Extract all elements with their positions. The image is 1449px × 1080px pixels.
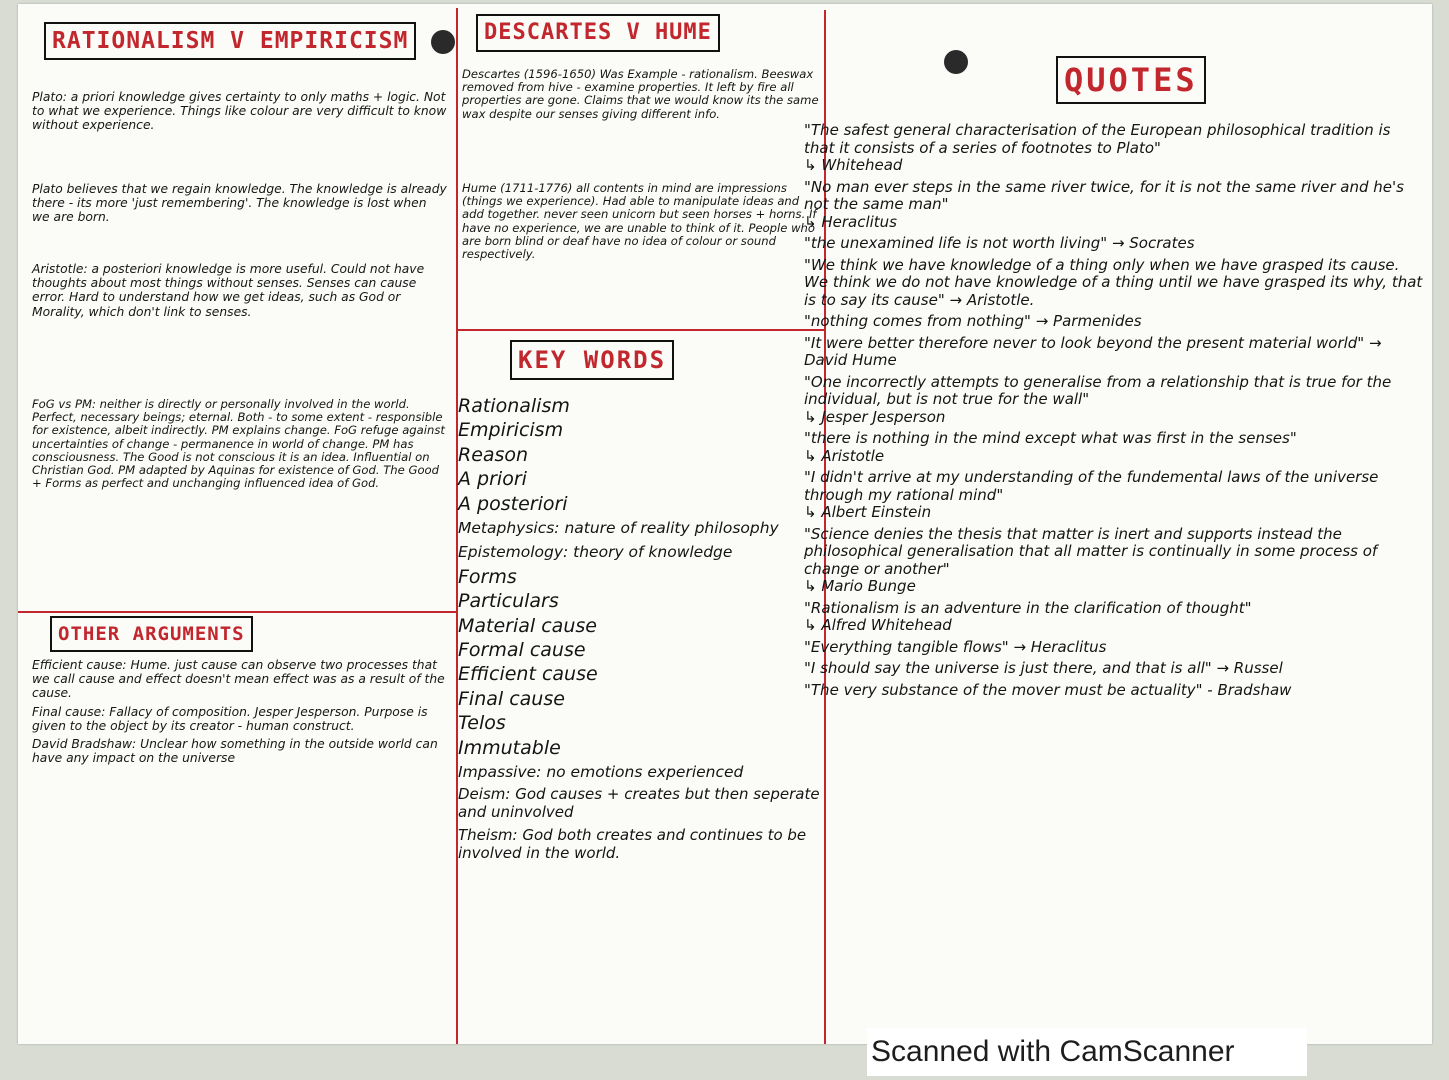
section-divider (18, 611, 458, 613)
plato-note-1: Plato: a priori knowledge gives certainty to only maths + logic. Not to what we experience. Things like colour are very difficult to know without experience. (32, 90, 447, 133)
key-word: A posteriori (458, 492, 568, 515)
bradshaw-note: David Bradshaw: Unclear how something in the outside world can have any impact on the universe (32, 737, 438, 766)
aristotle-note: Aristotle: a posteriori knowledge is more useful. Could not have thoughts about most things without senses. Senses can cause error. Hard to understand how we get ideas, such as God or Morality, which don't link to senses. (32, 262, 425, 319)
key-word: Formal cause (458, 639, 586, 662)
efficient-cause-note: Efficient cause: Hume. just cause can observe two processes that we call cause and effect doesn't mean effect was as a result of the cause. (32, 658, 445, 701)
key-word: Rationalism (458, 395, 570, 417)
other-arguments-notes (32, 658, 452, 765)
descartes-note: Descartes (1596-1650) Was Example - rationalism. Beeswax removed from hive - examine properties. It left by fire all properties are gone. Claims that we would know its the same wax despite our senses giving different info. (462, 67, 819, 121)
notes-sheet (18, 4, 1432, 1044)
key-word: Reason (458, 443, 529, 466)
section-divider (458, 329, 824, 331)
punch-hole (431, 30, 455, 54)
quote-item: "One incorrectly attempts to generalise from a relationship that is true for the individual, but is not true for the wall" ↳ Jesper Jesperson (804, 372, 1392, 426)
key-word: Forms (458, 565, 517, 588)
key-word: Metaphysics: nature of reality philosophy (458, 519, 779, 538)
key-word: Deism: God causes + creates but then seperate and uninvolved (458, 784, 820, 821)
fog-pm-note: FoG vs PM: neither is directly or personally involved in the world. Perfect, necessary beings; eternal. Both - to some extent - responsible for existence, albeit indirectly. PM explains change. FoG refuge against uncertainties of change - permanence in world of change. PM has consciousness. The Good is not conscious it is an idea. Influential on Christian God. PM adapted by Aquinas for existence of God. The Good + Forms as perfect and unchanging influenced idea of God. (32, 397, 445, 491)
key-word: Impassive: no emotions experienced (458, 763, 744, 782)
key-word: Efficient cause (458, 663, 598, 686)
quote-item: "nothing comes from nothing" → Parmenides (804, 312, 1142, 330)
quote-item: "The very substance of the mover must be actuality" - Bradshaw (804, 680, 1292, 699)
plato-note-2: Plato believes that we regain knowledge. The knowledge is already there - its more 'just remembering'. The knowledge is lost when we are born. (32, 182, 447, 225)
quotes-heading: QUOTES (1056, 56, 1206, 104)
quote-item: "the unexamined life is not worth living" → Socrates (804, 234, 1195, 252)
quote-item: "No man ever steps in the same river twice, for it is not the same river and he's not the same man" ↳ Heraclitus (804, 177, 1404, 231)
key-word: Empiricism (458, 419, 564, 442)
key-word: Particulars (458, 590, 559, 613)
quotes-list (804, 122, 1424, 703)
scanner-watermark: Scanned with CamScanner (867, 1028, 1307, 1076)
other-arguments-heading: OTHER ARGUMENTS (50, 616, 253, 652)
rationalism-heading: RATIONALISM V EMPIRICISM (44, 22, 416, 60)
punch-hole (944, 50, 968, 74)
quote-item: "I didn't arrive at my understanding of the fundemental laws of the universe through my rational mind" ↳ Albert Einstein (804, 468, 1379, 521)
key-word: Final cause (458, 687, 565, 710)
quote-item: "I should say the universe is just there, and that is all" → Russel (804, 659, 1283, 677)
key-word: Epistemology: theory of knowledge (458, 543, 733, 562)
quote-item: "We think we have knowledge of a thing only when we have grasped its cause. We think we do not have knowledge of a thing until we have grasped its why, that is to say its cause" → Aristotle. (804, 255, 1423, 309)
key-word: Immutable (458, 736, 561, 759)
descartes-hume-heading: DESCARTES V HUME (476, 14, 720, 52)
quote-item: "Rationalism is an adventure in the clarification of thought" ↳ Alfred Whitehead (804, 598, 1252, 634)
quote-item: "Science denies the thesis that matter is inert and supports instead the philosophical generalisation that all matter is continually in some process of change or another" ↳ Mario Bunge (804, 524, 1378, 595)
hume-note: Hume (1711-1776) all contents in mind are impressions (things we experience). Had able to manipulate ideas and add together. never seen unicorn but seen horses + horns. If have no experience, we are unable to think of it. People who are born blind or deaf have no idea of colour or sound respectively. (462, 181, 817, 262)
final-cause-note: Final cause: Fallacy of composition. Jesper Jesperson. Purpose is given to the object by its creator - human construct. (32, 704, 428, 733)
quote-item: "The safest general characterisation of the European philosophical tradition is that it consists of a series of footnotes to Plato" ↳ Whitehead (804, 121, 1391, 174)
quote-item: "It were better therefore never to look beyond the present material world" → David Hume (804, 333, 1382, 369)
key-words-list (458, 394, 822, 867)
quote-item: "there is nothing in the mind except what was first in the senses" ↳ Aristotle (804, 429, 1297, 465)
key-word: Theism: God both creates and continues to be involved in the world. (458, 825, 807, 862)
key-word: Material cause (458, 614, 597, 637)
quote-item: "Everything tangible flows" → Heraclitus (804, 637, 1107, 656)
key-word: Telos (458, 712, 506, 735)
key-word: A priori (458, 468, 527, 491)
key-words-heading: KEY WORDS (510, 340, 674, 380)
